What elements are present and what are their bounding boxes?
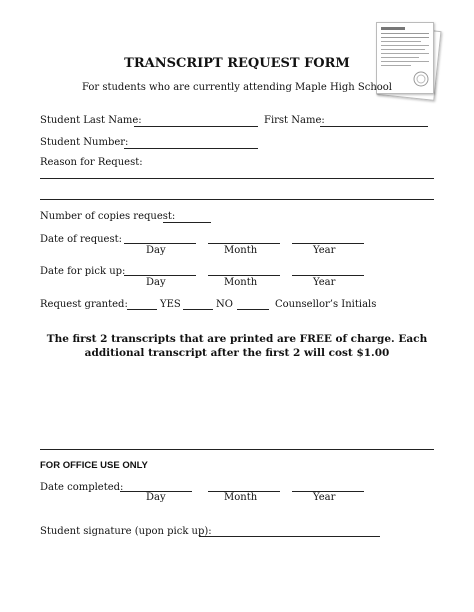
- date-request-day-label: Day: [146, 245, 166, 256]
- reason-line-1[interactable]: [40, 178, 434, 179]
- form-title: TRANSCRIPT REQUEST FORM: [124, 56, 350, 71]
- date-pickup-year-label: Year: [313, 277, 336, 288]
- date-request-month-field[interactable]: [208, 243, 280, 244]
- signature-label: Student signature (upon pick up):: [40, 526, 212, 537]
- date-pickup-month-label: Month: [224, 277, 258, 288]
- counsellor-initials-field[interactable]: [237, 309, 269, 310]
- section-divider: [40, 449, 434, 450]
- last-name-field[interactable]: [134, 126, 258, 127]
- office-use-heading: FOR OFFICE USE ONLY: [40, 460, 148, 471]
- date-completed-label: Date completed:: [40, 482, 124, 493]
- reason-line-2[interactable]: [40, 199, 434, 200]
- date-pickup-month-field[interactable]: [208, 275, 280, 276]
- date-pickup-day-field[interactable]: [124, 275, 196, 276]
- copies-label: Number of copies request:: [40, 211, 176, 222]
- first-name-label: First Name:: [264, 115, 325, 126]
- copies-field[interactable]: [163, 222, 211, 223]
- date-request-year-field[interactable]: [292, 243, 364, 244]
- yes-field[interactable]: [127, 309, 157, 310]
- date-request-year-label: Year: [313, 245, 336, 256]
- last-name-label: Student Last Name:: [40, 115, 142, 126]
- student-number-field[interactable]: [124, 148, 258, 149]
- date-request-day-field[interactable]: [124, 243, 196, 244]
- date-pickup-day-label: Day: [146, 277, 166, 288]
- no-label: NO: [216, 299, 233, 310]
- first-name-field[interactable]: [320, 126, 428, 127]
- reason-label: Reason for Request:: [40, 157, 143, 168]
- yes-label: YES: [160, 299, 181, 310]
- request-granted-label: Request granted:: [40, 299, 128, 310]
- no-field[interactable]: [183, 309, 213, 310]
- date-request-label: Date of request:: [40, 234, 122, 245]
- counsellor-initials-label: Counsellor’s Initials: [275, 299, 377, 310]
- date-completed-day-label: Day: [146, 492, 166, 503]
- date-request-month-label: Month: [224, 245, 258, 256]
- date-completed-year-label: Year: [313, 492, 336, 503]
- fee-notice: The first 2 transcripts that are printed are FREE of charge. Each additional transcript after the first 2 will cost $1.00: [46, 333, 428, 359]
- student-number-label: Student Number:: [40, 137, 129, 148]
- signature-field[interactable]: [199, 536, 380, 537]
- date-pickup-year-field[interactable]: [292, 275, 364, 276]
- date-pickup-label: Date for pick up:: [40, 266, 126, 277]
- form-subtitle: For students who are currently attending Maple High School: [81, 82, 393, 93]
- date-completed-month-label: Month: [224, 492, 258, 503]
